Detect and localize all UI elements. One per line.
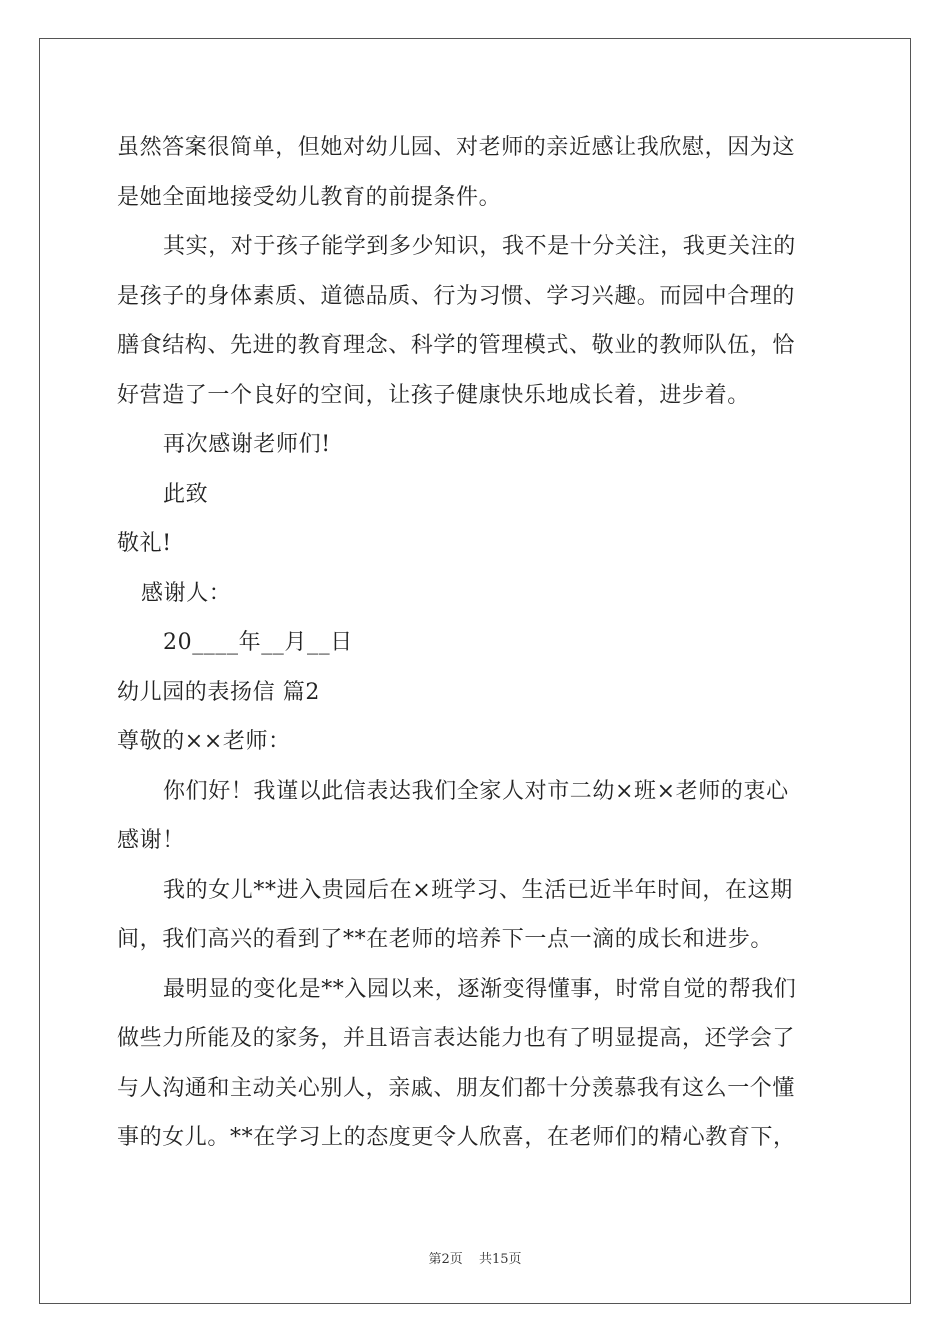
signature-label: 感谢人：: [141, 580, 232, 606]
body-line: 虽然答案很简单，但她对幼儿园、对老师的亲近感让我欣慰，因为这: [117, 135, 796, 160]
body-line: 再次感谢老师们!: [163, 432, 331, 457]
body-line: 事的女儿。**在学习上的态度更令人欣喜，在老师们的精心教育下，: [117, 1125, 796, 1150]
body-line: 间，我们高兴的看到了**在老师的培养下一点一滴的成长和进步。: [117, 927, 774, 952]
body-line: 与人沟通和主动关心别人，亲戚、朋友们都十分羡慕我有这么一个懂: [117, 1075, 796, 1101]
closing-line: 此致: [163, 481, 209, 507]
body-line: 我的女儿**进入贵园后在×班学习、生活已近半年时间，在这期: [163, 877, 793, 903]
body-line: 最明显的变化是**入园以来，逐渐变得懂事，时常自觉的帮我们: [163, 976, 797, 1002]
date-line: 20____年__月__日: [163, 630, 353, 655]
body-line: 做些力所能及的家务，并且语言表达能力也有了明显提高，还学会了: [117, 1026, 796, 1051]
body-line: 其实，对于孩子能学到多少知识，我不是十分关注，我更关注的: [163, 234, 796, 259]
body-line: 是孩子的身体素质、道德品质、行为习惯、学习兴趣。而园中合理的: [117, 283, 796, 309]
page-total: 共15页: [478, 1252, 522, 1267]
page-footer: [0, 1248, 950, 1267]
salute-line: 敬礼!: [117, 531, 172, 556]
body-line: 你们好！我谨以此信表达我们全家人对市二幼×班×老师的衷心: [163, 778, 789, 804]
section-heading: 幼儿园的表扬信 篇2: [117, 679, 320, 705]
body-line: 感谢！: [117, 828, 185, 853]
document-body: [117, 123, 837, 1163]
page-number: 第2页: [428, 1252, 463, 1267]
body-line: 膳食结构、先进的教育理念、科学的管理模式、敬业的教师队伍，恰: [117, 333, 796, 358]
body-line: 好营造了一个良好的空间，让孩子健康快乐地成长着，进步着。: [117, 382, 750, 408]
body-line: 是她全面地接受幼儿教育的前提条件。: [117, 184, 502, 210]
greeting-line: 尊敬的××老师：: [117, 729, 291, 754]
